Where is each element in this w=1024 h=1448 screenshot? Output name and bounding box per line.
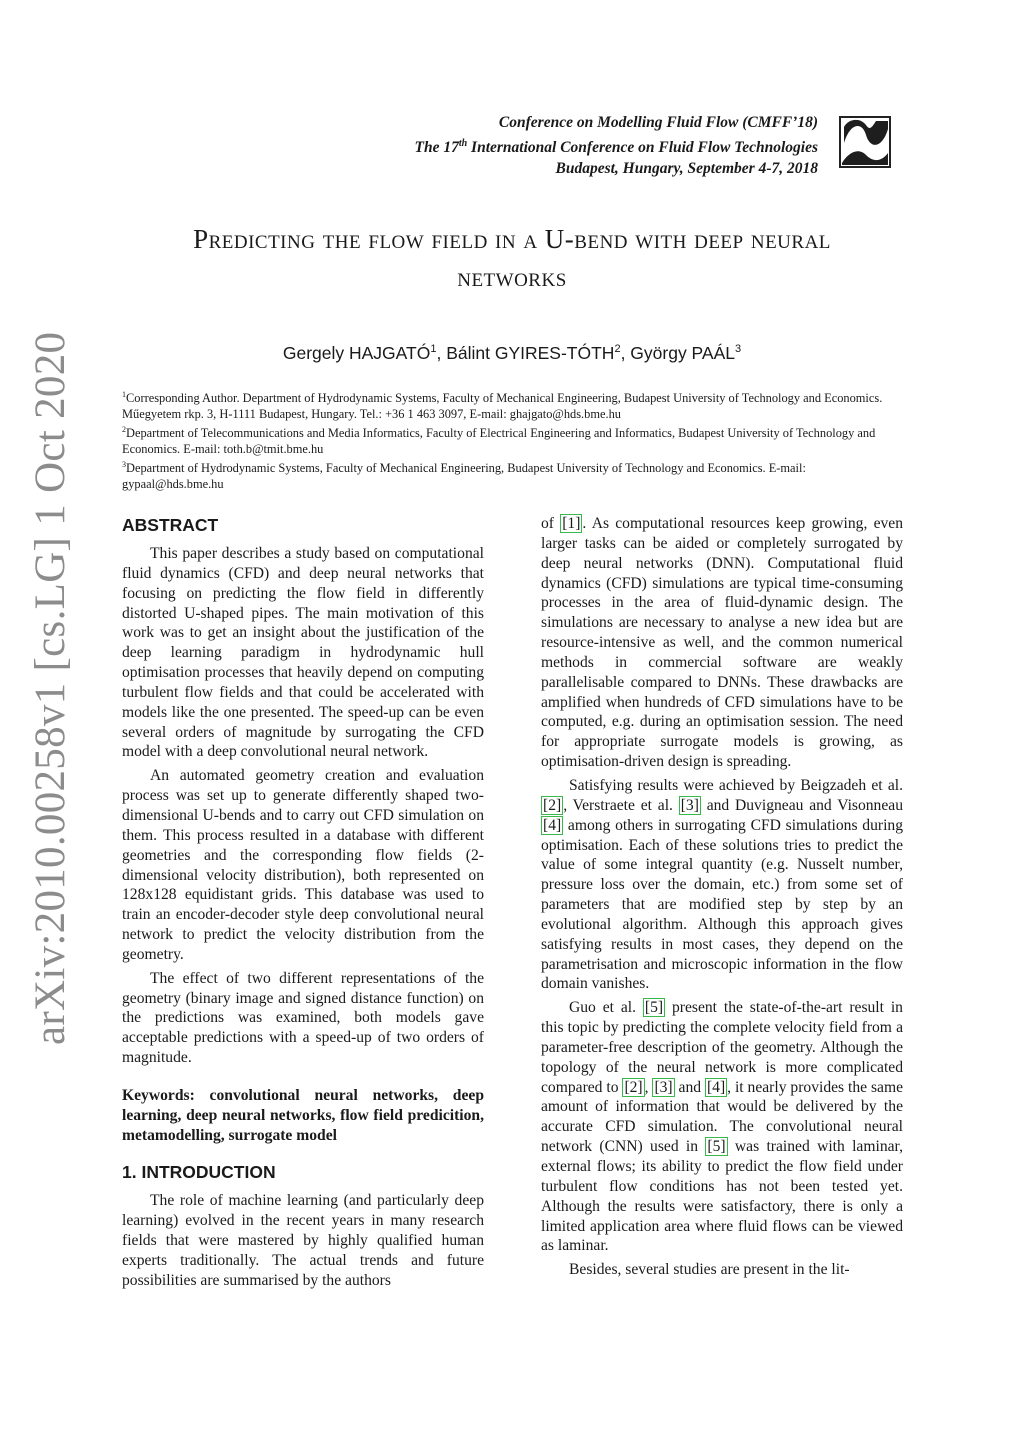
affiliation-3: $^3$Department of Hydrodynamic Systems, Faculty of Mechanical Engineering, Budapest University of Technology and Economics. E-mail: gypaal@hds.bme.hu [122, 460, 806, 491]
citation-link[interactable]: [2] [543, 796, 562, 814]
abstract-paragraph-1: This paper describes a study based on computational fluid dynamics (CFD) and deep neural networks that focusing on predicting the flow field in differently distorted U-shaped pipes. The main motivation of this work was to get an insight about the justification of the deep learning paradigm in hydrodynamic hull optimisation processes that heavily depend on computing turbulent flow fields and that could be accelerated with models like the one presented. The speed-up can be even several orders of magnitude by surrogating the CFD model with a deep convolutional neural network. [122, 545, 484, 761]
affiliations [122, 387, 904, 492]
conference-header [414, 112, 818, 179]
citation-link[interactable]: [4] [543, 816, 562, 834]
right-paragraph-2: Satisfying results were achieved by Beigzadeh et al. [2] , Verstraete et al. [3] and Duvigneau and Visonneau [4] among others in surrogating CFD simulations during optimisation. Each of these solutions tries to predict the value of some integral quantity (e.g. Nusselt number, pressure loss over the domain, etc.) from some set of parameters that are modified step by step by an evolutional algorithm. Although this approach gives satisfying results in most cases, they depend on the parametrisation and microscopic information in the flow domain vanishes. [541, 776, 903, 993]
author-2: , Bálint GYIRES-TÓTH [436, 343, 615, 363]
right-paragraph-4: Besides, several studies are present in the lit- [569, 1261, 850, 1279]
conference-line-2: The 17th International Conference on Fluid Flow Technologies [414, 138, 818, 157]
citation-link[interactable]: [3] [654, 1078, 673, 1096]
cmff-logo-icon [836, 113, 894, 171]
left-column [122, 514, 484, 1291]
introduction-paragraph-1: The role of machine learning (and particularly deep learning) evolved in the recent years in many research fields that were mastered by highly qualified human experts traditionally. The actual trends and future possibilities are summarised by the authors [122, 1192, 484, 1289]
paper-title [150, 220, 874, 296]
arxiv-identifier: arXiv:2010.00258v1 [cs.LG] 1 Oct 2020 [27, 331, 74, 1045]
conference-line-3: Budapest, Hungary, September 4-7, 2018 [555, 160, 818, 178]
right-paragraph-1: of [1] . As computational resources keep growing, even larger tasks can be aided or completely surrogated by deep neural networks (DNN). Computational fluid dynamics (CFD) simulations are typical time-consuming processes in the area of fluid-dynamic design. The simulations are necessary to analyse a new idea but are resource-intensive as well, and the common numerical methods in commercial software are weakly parallelisable compared to DNNs. These drawbacks are amplified when hundreds of CFD simulations have to be computed, e.g. during an optimisation session. The need for appropriate surrogate models is growing, as optimisation-driven design is spreading. [541, 515, 904, 771]
right-column [541, 514, 903, 1280]
title-line-2: networks [457, 262, 567, 292]
keywords: Keywords: convolutional neural networks, deep learning, deep neural networks, flow field predicition, metamodelling, surrogate model [122, 1086, 484, 1144]
author-1: Gergely HAJGATÓ [282, 343, 431, 363]
title-line-1: Predicting the flow field in a U-bend with deep neural [193, 224, 831, 254]
citation-link[interactable]: [3] [680, 796, 699, 814]
citation-link[interactable]: [2] [624, 1078, 643, 1096]
abstract-paragraph-2: An automated geometry creation and evaluation process was set up to generate differently shaped two-dimensional U-bends and to carry out CFD simulation on them. This process resulted in a database with different geometries and the corresponding flow fields (2-dimensional velocity distribution), both represented on 128x128 equidistant grids. This database was used to train an encoder-decoder style deep convolutional neural network to predict the velocity distribution from the geometry. [122, 767, 484, 963]
conference-line-1: Conference on Modelling Fluid Flow (CMFF’18) [498, 114, 818, 131]
right-paragraph-3: Guo et al. [5] present the state-of-the-art result in this topic by predicting the complete velocity field from a parameter-free description of the geometry. Although the topology of the neural network is more complicated compared to [2] , [3] and [4] , it nearly provides the same amount of information that would be delivered by the accurate CFD simulation. The convolutional neural network (CNN) used in [5] was trained with laminar, external flows; its ability to predict the flow field under turbulent flow conditions has not been tested yet. Although the results were satisfactory, there is only a limited application area where fluid flows can be viewed as laminar. [541, 999, 904, 1255]
author-list: Gergely HAJGATÓ$^1$, Bálint GYIRES-TÓTH$^2$, György PAÁL$^3$ [282, 343, 742, 363]
abstract-heading: ABSTRACT [122, 515, 219, 535]
affiliation-1: $^1$Corresponding Author. Department of Hydrodynamic Systems, Faculty of Mechanical Engineering, Budapest University of Technology and Economics. Műegyetem rkp. 3, H-1111 Budapest, Hungary. Tel.: +36 1 463 3097, E-mail: ghajgato@hds.bme.hu [122, 390, 883, 421]
introduction-heading: 1. INTRODUCTION [122, 1162, 276, 1183]
citation-link[interactable]: [1] [562, 515, 581, 532]
abstract-paragraph-3: The effect of two different representations of the geometry (binary image and signed distance function) on the predictions was examined, both models gave acceptable predictions with a speed-up of two orders of magnitude. [122, 969, 484, 1067]
author-3: , György PAÁL [620, 343, 736, 363]
citation-link[interactable]: [5] [707, 1138, 726, 1156]
affiliation-2: $^2$Department of Telecommunications and Media Informatics, Faculty of Electrical Engineering and Informatics, Budapest University of Technology and Economics. E-mail: toth.b@tmit.bme.hu [122, 425, 876, 456]
citation-link[interactable]: [4] [706, 1078, 726, 1096]
citation-link[interactable]: [5] [644, 999, 664, 1017]
